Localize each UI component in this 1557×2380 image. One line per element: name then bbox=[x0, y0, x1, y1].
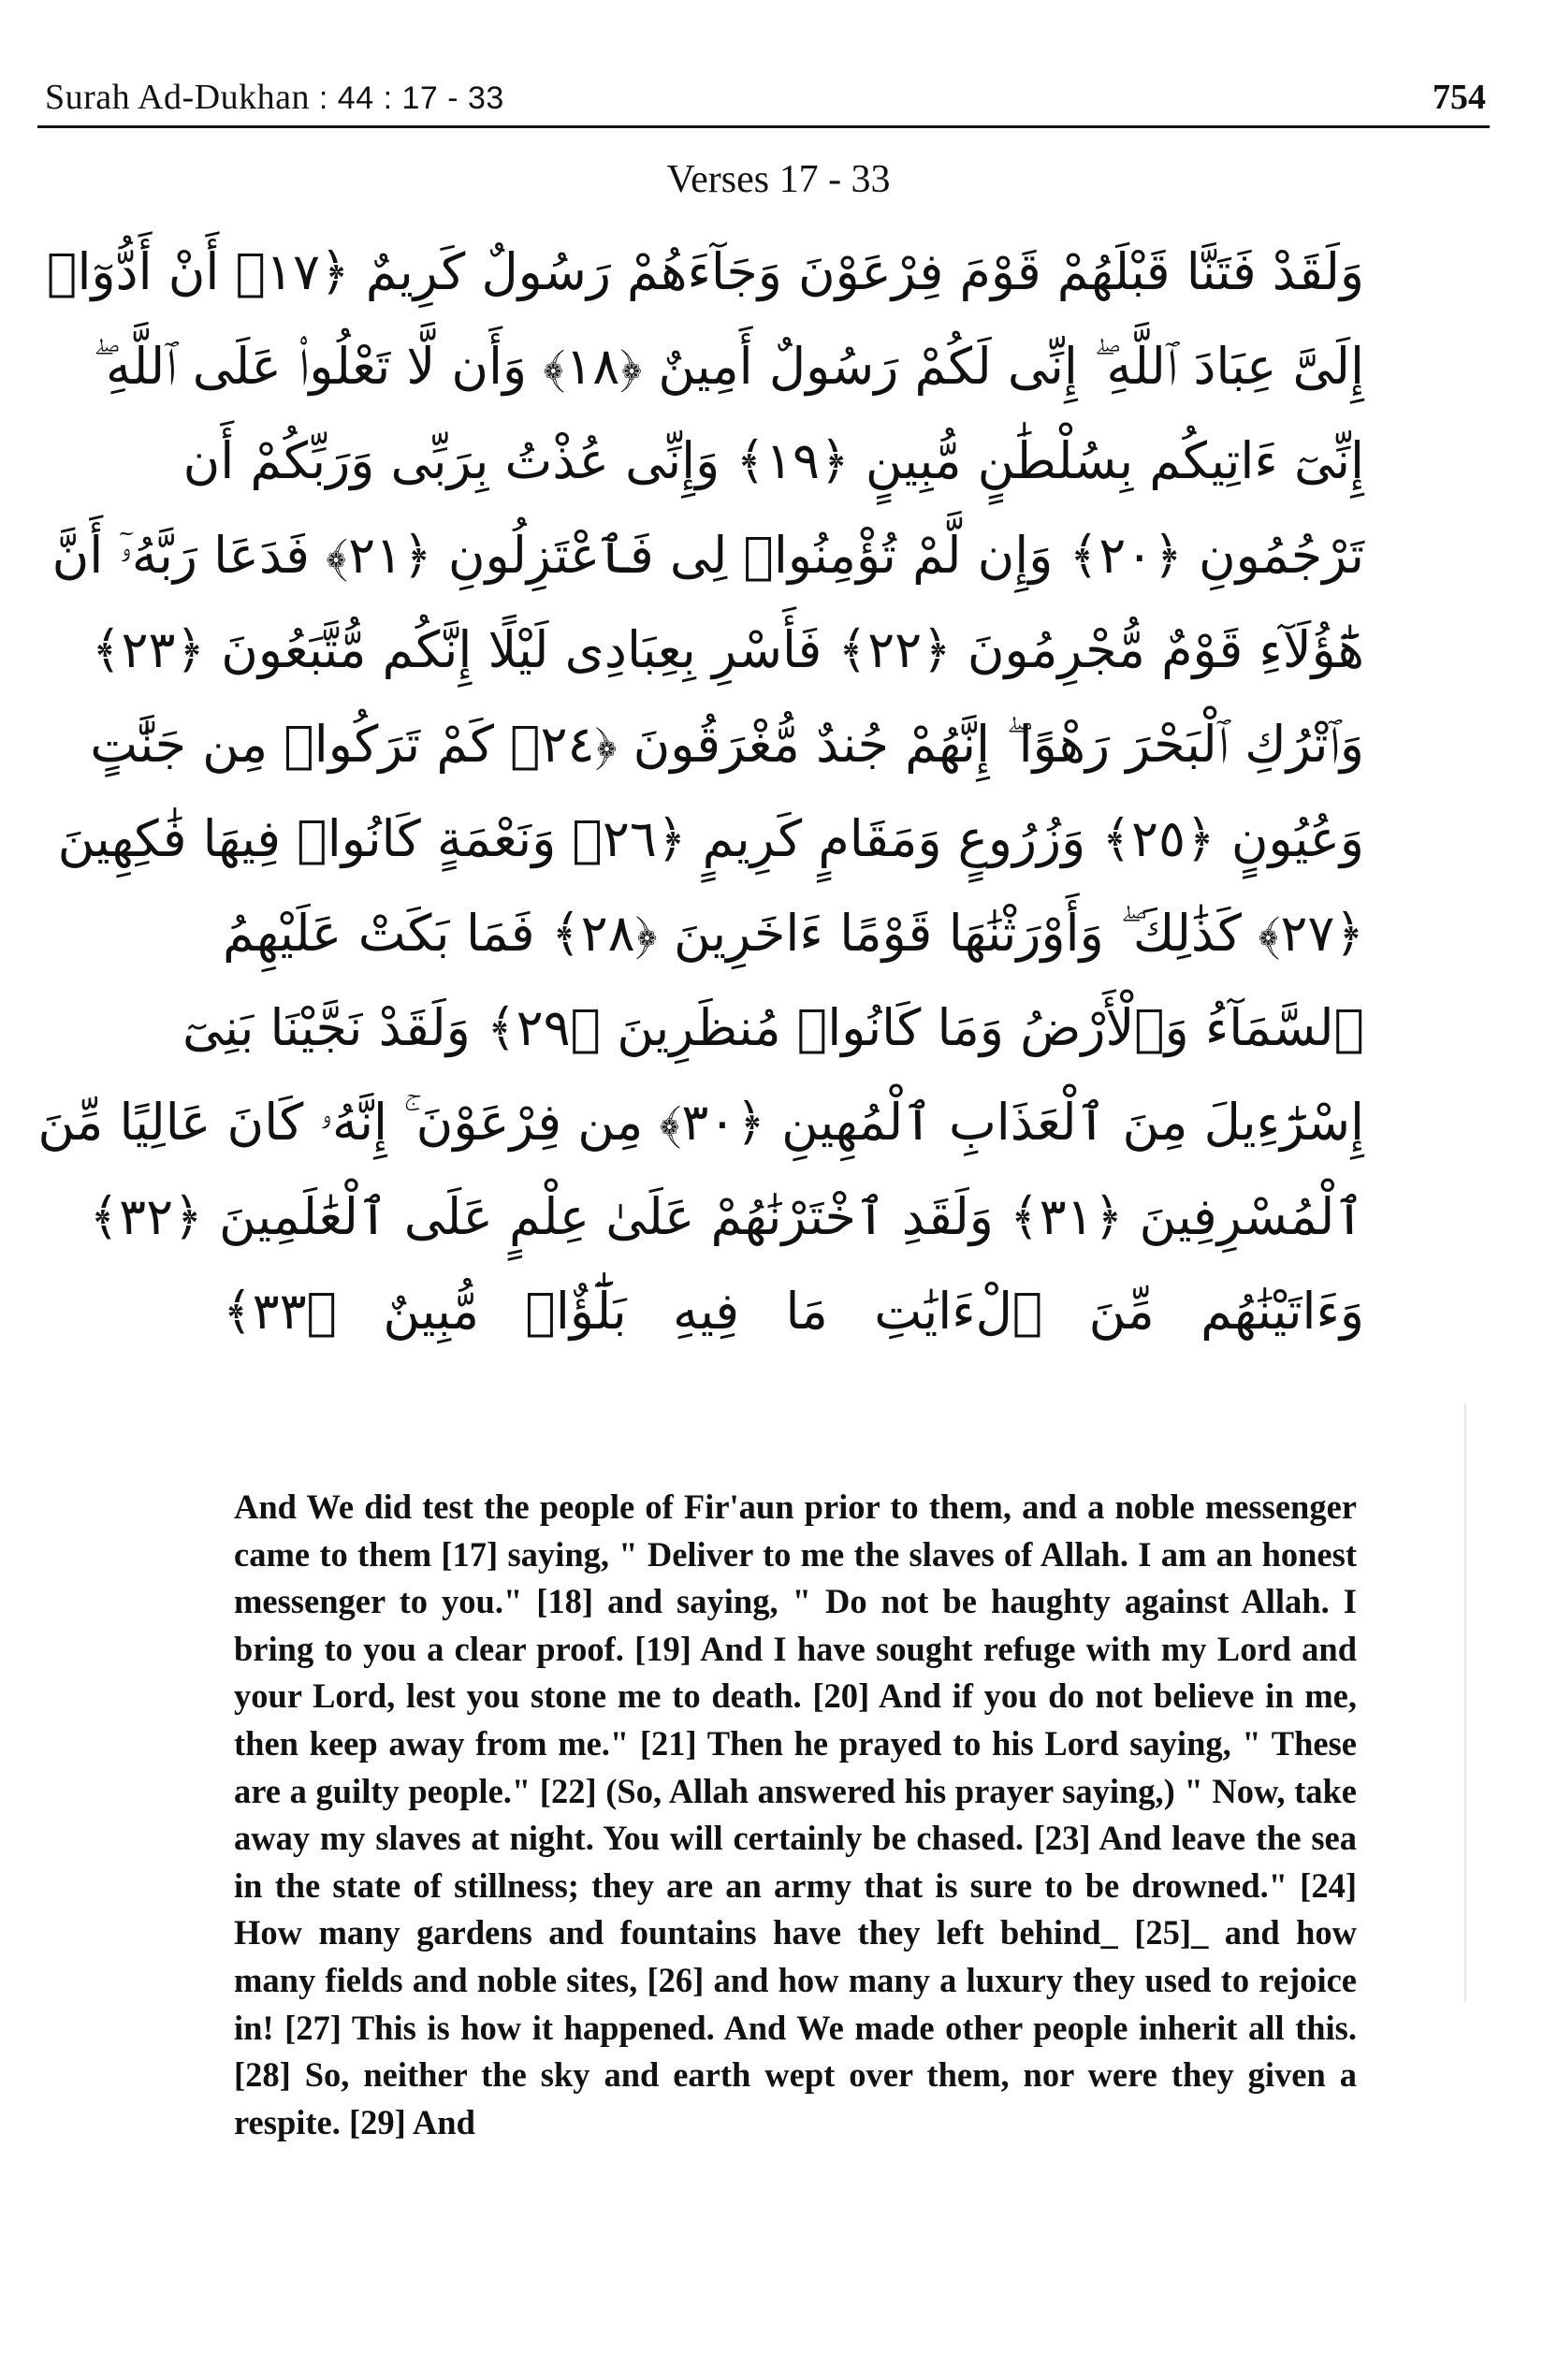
page-number: 754 bbox=[1433, 78, 1486, 117]
arabic-line: إِلَىَّ عِبَادَ ٱللَّهِ ۖ إِنِّى لَكُمْ رَسُولٌ أَمِينٌ ﴿١٨﴾ وَأَن لَّا تَعْلُوا۟ عَلَى ٱللَّهِ ۖ bbox=[93, 337, 1364, 396]
arabic-line: ٱلسَّمَآءُ وَٱلْأَرْضُ وَمَا كَانُوا۟ مُنظَرِينَ ﴿٢٩﴾ وَلَقَدْ نَجَّيْنَا بَنِىٓ bbox=[182, 998, 1364, 1057]
arabic-line: ٱلْمُسْرِفِينَ ﴿٣١﴾ وَلَقَدِ ٱخْتَرْنَٰهُمْ عَلَىٰ عِلْمٍ عَلَى ٱلْعَٰلَمِينَ ﴿٣٢﴾ bbox=[89, 1187, 1364, 1246]
running-title bbox=[45, 77, 504, 118]
arabic-line: وَعُيُونٍ ﴿٢٥﴾ وَزُرُوعٍ وَمَقَامٍ كَرِيمٍ ﴿٢٦﴾ وَنَعْمَةٍ كَانُوا۟ فِيهَا فَٰكِهِينَ bbox=[57, 809, 1364, 868]
section-heading: Verses 17 - 33 bbox=[666, 158, 891, 201]
surah-name: Surah Ad-Dukhan bbox=[45, 78, 310, 117]
scan-artifact-line bbox=[1464, 1403, 1466, 2002]
arabic-line: تَرْجُمُونِ ﴿٢٠﴾ وَإِن لَّمْ تُؤْمِنُوا۟ لِى فَٱعْتَزِلُونِ ﴿٢١﴾ فَدَعَا رَبَّهُۥٓ أَنَّ bbox=[51, 526, 1364, 585]
translation-paragraph: And We did test the people of Fir'aun prior to them, and a noble messenger came to them [17] saying, " Deliver to me the slaves of Allah. I am an honest messenger to you." [18] and saying, " Do not be haughty against Allah. I bring to you a clear proof. [19] And I have sought refuge with my Lord and your Lord, lest you stone me to death. [20] And if you do not believe in me, then keep away from me." [21] Then he prayed to his Lord saying, " These are a guilty people." [22] (So, Allah answered his prayer saying,) " Now, take away my slaves at night. You will certainly be chased. [23] And leave the sea in the state of stillness; they are an army that is sure to be drowned." [24] How many gardens and fountains have they left behind_ [25]_ and how many fields and noble sites, [26] and how many a luxury they used to rejoice in! [27] This is how it happened. And We made other people inherit all this. [28] So, neither the sky and earth wept over them, nor were they given a respite. [29] And bbox=[234, 1488, 1357, 2141]
arabic-line: هَٰٓؤُلَآءِ قَوْمٌ مُّجْرِمُونَ ﴿٢٢﴾ فَأَسْرِ بِعِبَادِى لَيْلًا إِنَّكُم مُّتَّبَعُونَ ﴿٢٣﴾ bbox=[91, 620, 1364, 679]
arabic-text-block bbox=[37, 225, 1364, 1450]
verse-reference: : 44 : 17 - 33 bbox=[309, 80, 504, 116]
arabic-line: وَلَقَدْ فَتَنَّا قَبْلَهُمْ قَوْمَ فِرْعَوْنَ وَجَآءَهُمْ رَسُولٌ كَرِيمٌ ﴿١٧﴾ أَنْ أَدُّوٓا۟ bbox=[47, 242, 1364, 301]
page-header bbox=[45, 67, 1486, 118]
arabic-line: وَٱتْرُكِ ٱلْبَحْرَ رَهْوًا ۖ إِنَّهُمْ جُندٌ مُّغْرَقُونَ ﴿٢٤﴾ كَمْ تَرَكُوا۟ مِن جَنَّٰتٍ bbox=[90, 715, 1364, 774]
header-divider bbox=[37, 125, 1490, 128]
arabic-line: وَءَاتَيْنَٰهُم مِّنَ ٱلْءَايَٰتِ مَا فِيهِ بَلَٰٓؤٌا۟ مُّبِينٌ ﴿٣٣﴾ bbox=[223, 1282, 1364, 1341]
arabic-line: إِنِّىٓ ءَاتِيكُم بِسُلْطَٰنٍ مُّبِينٍ ﴿١٩﴾ وَإِنِّى عُذْتُ بِرَبِّى وَرَبِّكُمْ أَن bbox=[182, 431, 1364, 490]
english-translation bbox=[234, 1484, 1357, 2146]
arabic-line: ﴿٢٧﴾ كَذَٰلِكَ ۖ وَأَوْرَثْنَٰهَا قَوْمًا ءَاخَرِينَ ﴿٢٨﴾ فَمَا بَكَتْ عَلَيْهِمُ bbox=[223, 904, 1364, 963]
arabic-line: إِسْرَٰٓءِيلَ مِنَ ٱلْعَذَابِ ٱلْمُهِينِ ﴿٣٠﴾ مِن فِرْعَوْنَ ۚ إِنَّهُۥ كَانَ عَالِيًا مِّنَ bbox=[37, 1093, 1364, 1152]
